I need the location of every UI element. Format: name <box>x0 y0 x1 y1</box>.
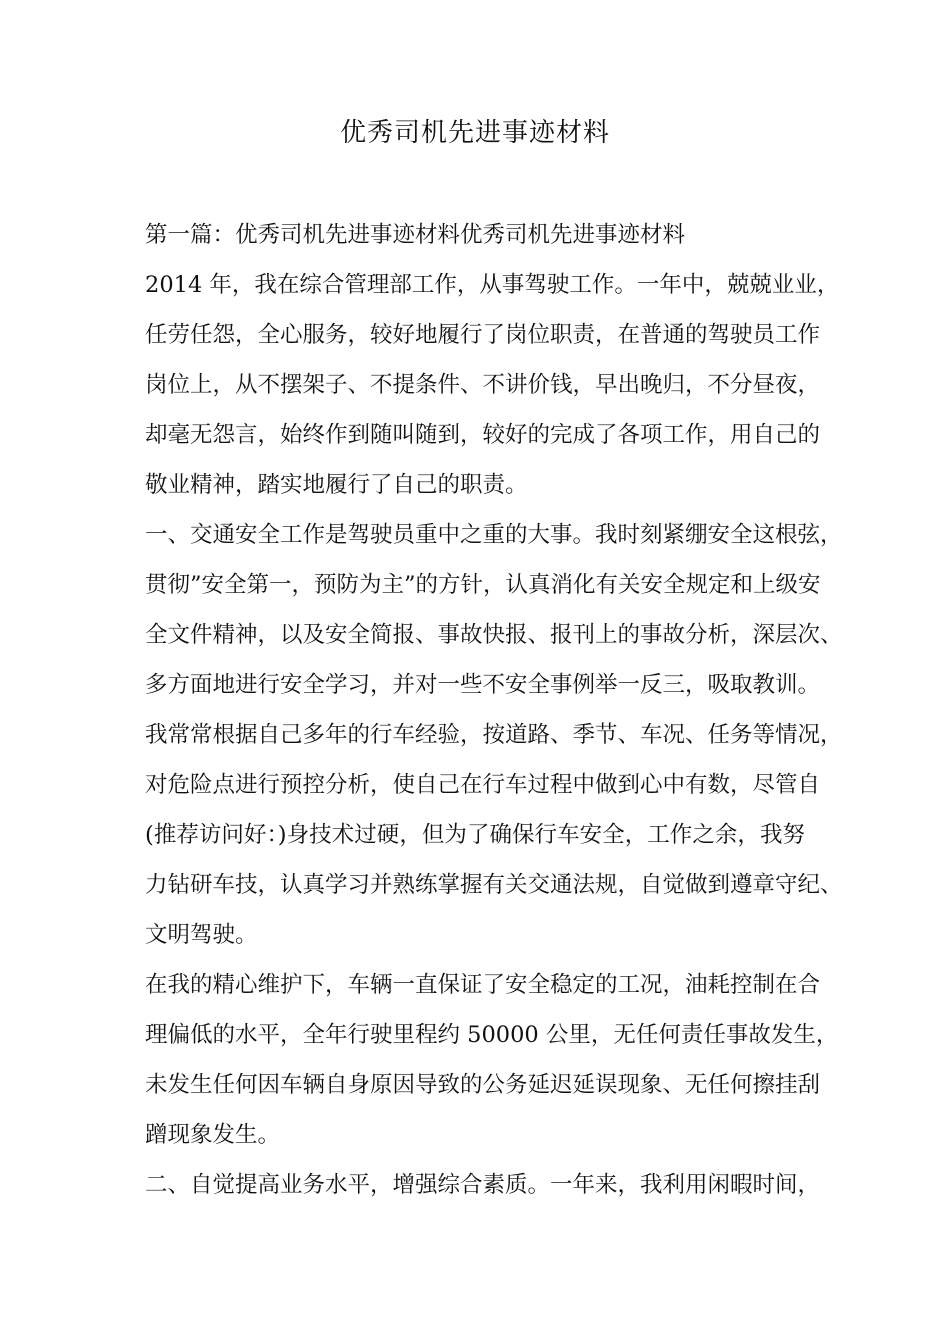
body-line: 多方面地进行安全学习，并对一些不安全事例举一反三，吸取教训。 <box>145 672 821 698</box>
body-line: 二、自觉提高业务水平，增强综合素质。一年来，我利用闲暇时间， <box>145 1172 821 1198</box>
body-line: (推荐访问好：)身技术过硬，但为了确保行车安全，工作之余，我努 <box>145 822 805 848</box>
body-line: 全文件精神，以及安全简报、事故快报、报刊上的事故分析，深层次、 <box>145 622 843 648</box>
body-line: 我常常根据自己多年的行车经验，按道路、季节、车况、任务等情况， <box>145 722 843 748</box>
body-line: 未发生任何因车辆自身原因导致的公务延迟延误现象、无任何擦挂刮 <box>145 1072 821 1098</box>
document-title: 优秀司机先进事迹材料 <box>339 118 610 148</box>
body-line: 贯彻”安全第一，预防为主”的方针，认真消化有关安全规定和上级安 <box>145 572 821 598</box>
body-line: 一、交通安全工作是驾驶员重中之重的大事。我时刻紧绷安全这根弦， <box>145 522 843 548</box>
section-heading: 第一篇：优秀司机先进事迹材料优秀司机先进事迹材料 <box>145 222 686 248</box>
body-line: 任劳任怨，全心服务，较好地履行了岗位职责，在普通的驾驶员工作 <box>145 322 821 348</box>
body-line: 却毫无怨言，始终作到随叫随到，较好的完成了各项工作，用自己的 <box>145 422 821 448</box>
body-line: 对危险点进行预控分析，使自己在行车过程中做到心中有数，尽管自 <box>145 772 821 798</box>
body-line: 在我的精心维护下，车辆一直保证了安全稳定的工况，油耗控制在合 <box>145 972 821 998</box>
body-line: 岗位上，从不摆架子、不提条件、不讲价钱，早出晚归，不分昼夜， <box>145 372 821 398</box>
body-line: 文明驾驶。 <box>145 922 258 948</box>
body-line: 蹭现象发生。 <box>145 1122 281 1148</box>
body-line: 敬业精神，踏实地履行了自己的职责。 <box>145 472 528 498</box>
body-line: 理偏低的水平，全年行驶里程约 50000 公里，无任何责任事故发生， <box>145 1022 839 1048</box>
body-line: 2014 年，我在综合管理部工作，从事驾驶工作。一年中，兢兢业业， <box>145 272 840 298</box>
body-line: 力钻研车技，认真学习并熟练掌握有关交通法规，自觉做到遵章守纪、 <box>145 872 843 898</box>
